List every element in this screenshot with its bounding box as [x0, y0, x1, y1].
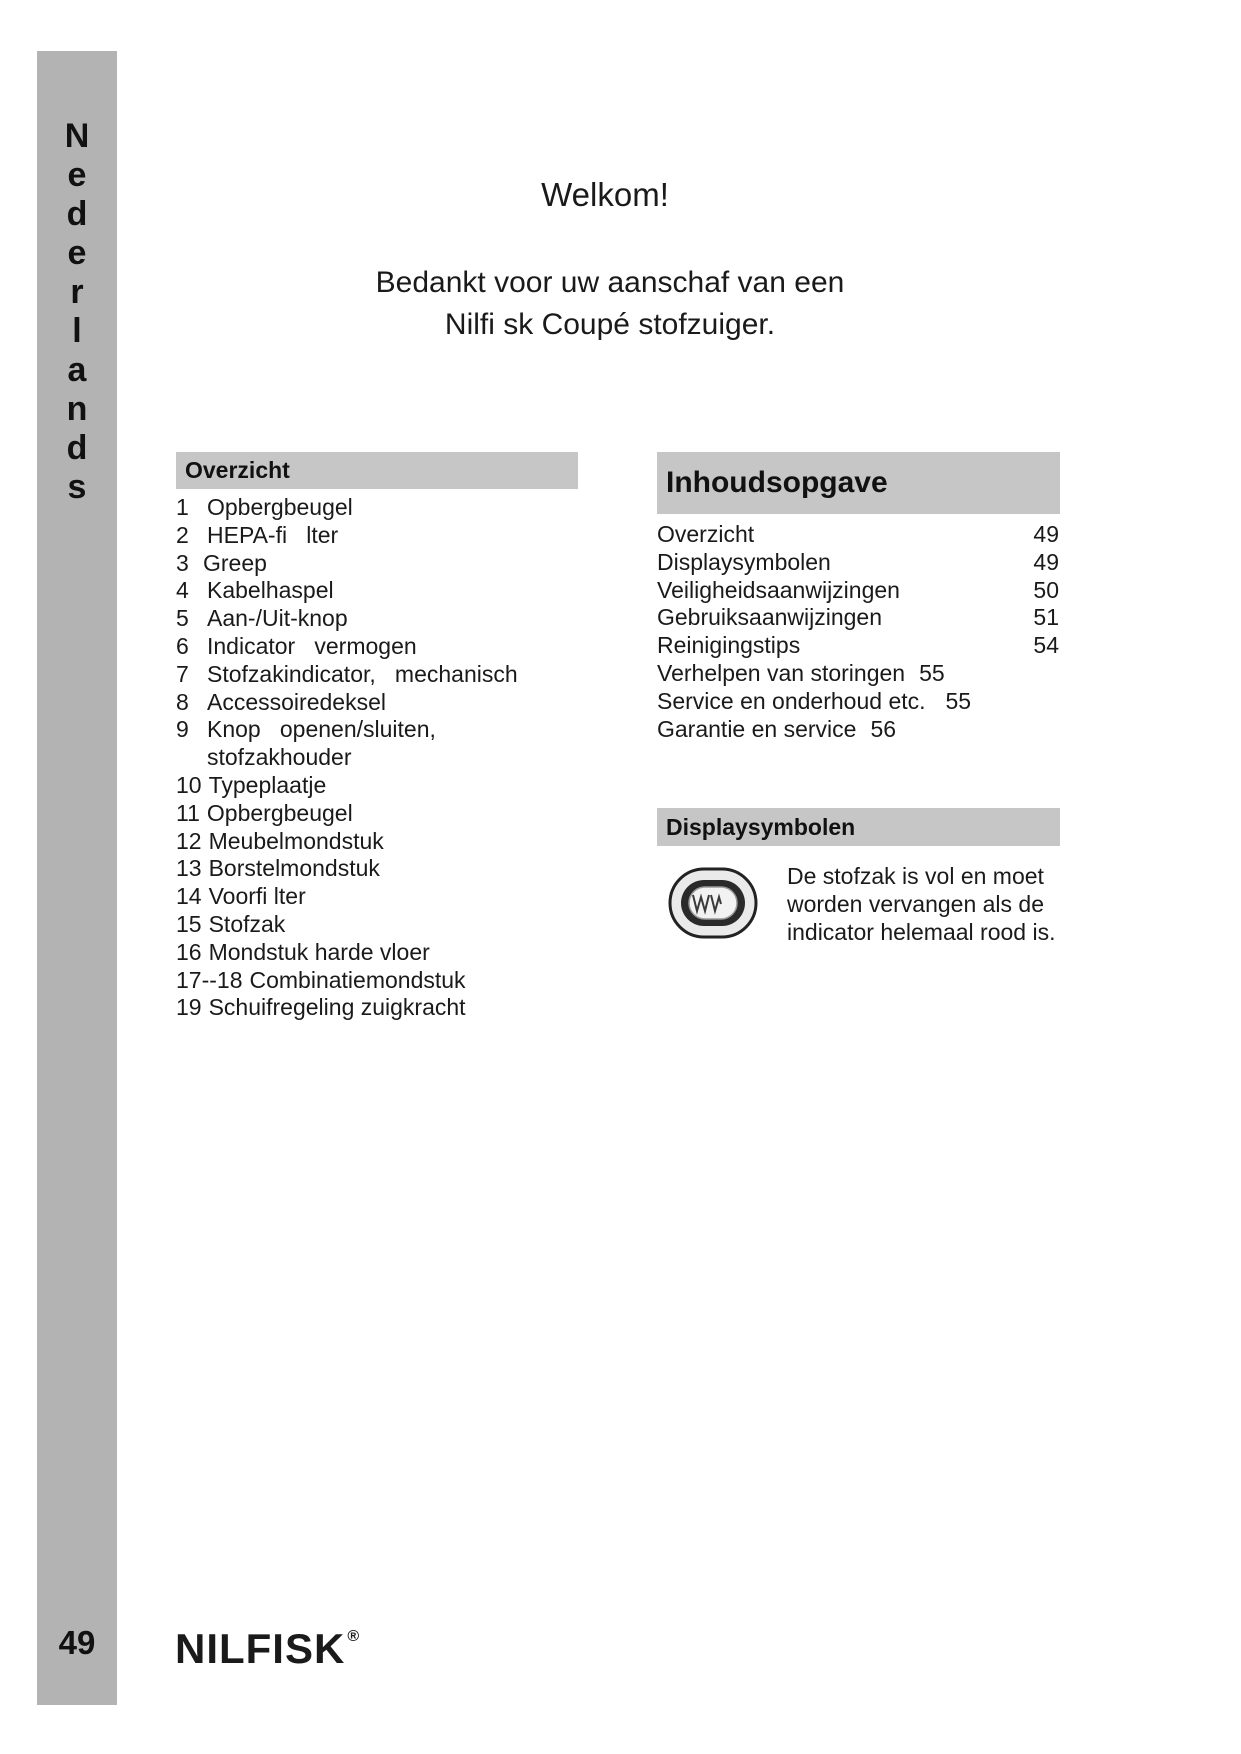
description-line: worden vervangen als de — [787, 891, 1044, 917]
item-number: 19 — [176, 994, 202, 1021]
item-label: Stofzak — [208, 910, 286, 937]
item-number: 2 — [176, 521, 189, 548]
list-item — [176, 605, 596, 633]
item-label: Meubelmondstuk — [208, 827, 384, 854]
item-label: Opbergbeugel — [206, 799, 353, 826]
display-symbols-heading: Displaysymbolen — [657, 808, 1060, 846]
item-number: 11 — [176, 799, 200, 826]
toc-entry — [657, 632, 1059, 660]
list-item — [176, 716, 596, 744]
bag-full-indicator-icon — [667, 866, 759, 940]
toc-page: 49 — [1033, 521, 1059, 547]
item-number: 3 — [176, 549, 189, 576]
item-label: Combinatiemondstuk — [249, 966, 466, 993]
table-of-contents — [657, 521, 1059, 743]
item-number: 16 — [176, 938, 202, 965]
nilfisk-logo — [175, 1625, 360, 1673]
item-number: 7 — [176, 660, 189, 687]
language-letter: l — [72, 312, 82, 350]
item-label: Accessoiredeksel — [207, 688, 386, 715]
item-number: 15 — [176, 910, 202, 937]
overview-list — [176, 494, 596, 1022]
item-number: 12 — [176, 827, 202, 854]
list-item — [176, 522, 596, 550]
item-number: 6 — [176, 632, 189, 659]
item-number: 9 — [176, 716, 189, 743]
item-label: Indicator vermogen — [207, 632, 417, 659]
toc-entry — [657, 660, 1059, 688]
item-label: Opbergbeugel — [207, 494, 353, 520]
item-label: Typeplaatje — [208, 771, 327, 798]
item-number: 10 — [176, 771, 202, 798]
list-item — [176, 577, 596, 605]
list-item — [176, 967, 596, 995]
language-letter: d — [66, 195, 88, 233]
list-item — [176, 689, 596, 717]
item-number: 8 — [176, 688, 189, 715]
item-label: Voorfi lter — [208, 883, 306, 910]
toc-page: 51 — [1033, 604, 1059, 631]
toc-page: 54 — [1033, 632, 1059, 659]
toc-page: 56 — [870, 715, 897, 742]
list-item — [176, 911, 596, 939]
toc-entry — [657, 521, 1059, 549]
list-item — [176, 744, 596, 772]
description-line: De stofzak is vol en moet — [787, 863, 1044, 889]
list-item — [176, 661, 596, 689]
toc-page: 55 — [919, 659, 945, 686]
list-item — [176, 883, 596, 911]
item-label: Mondstuk harde vloer — [208, 938, 430, 965]
language-letter: a — [67, 351, 87, 389]
list-item — [176, 772, 596, 800]
toc-label: Service en onderhoud etc. — [657, 687, 926, 714]
toc-label: Reinigingstips — [657, 632, 801, 659]
item-number: 4 — [176, 577, 189, 604]
item-number: 1 — [176, 494, 189, 520]
item-number: 13 — [176, 855, 202, 882]
language-sidebar — [37, 51, 117, 1705]
language-letter: e — [67, 234, 87, 272]
list-item — [176, 994, 596, 1022]
item-label: Borstelmondstuk — [208, 855, 380, 882]
language-label — [37, 117, 117, 507]
toc-page: 50 — [1033, 576, 1059, 603]
contents-heading: Inhoudsopgave — [657, 452, 1060, 514]
item-label: HEPA-fi lter — [207, 521, 339, 548]
list-item — [176, 800, 596, 828]
toc-entry — [657, 716, 1059, 744]
intro-text — [300, 262, 920, 346]
item-label: Schuifregeling zuigkracht — [208, 994, 466, 1021]
welcome-title: Welkom! — [541, 176, 669, 213]
brand-name: NILFISK — [175, 1625, 346, 1672]
list-item — [176, 633, 596, 661]
item-label: Stofzakindicator, mechanisch — [207, 660, 518, 687]
toc-entry — [657, 577, 1059, 605]
list-item — [176, 828, 596, 856]
item-number — [176, 744, 207, 772]
toc-label: Veiligheidsaanwijzingen — [657, 576, 900, 603]
toc-label: Displaysymbolen — [657, 548, 831, 575]
list-item — [176, 939, 596, 967]
toc-label: Gebruiksaanwijzingen — [657, 604, 883, 631]
language-letter: N — [64, 117, 90, 155]
toc-page: 49 — [1033, 548, 1059, 575]
language-letter: r — [70, 273, 84, 311]
item-label: Knop openen/sluiten, — [207, 716, 436, 743]
item-number: 17--18 — [176, 966, 243, 993]
list-item — [176, 855, 596, 883]
intro-line: Nilfi sk Coupé stofzuiger. — [444, 308, 776, 341]
toc-label: Overzicht — [657, 521, 755, 547]
language-letter: e — [67, 156, 87, 194]
display-symbol-description — [787, 862, 1077, 946]
page-number: 49 — [58, 1624, 96, 1661]
toc-page: 55 — [945, 687, 972, 714]
toc-label: Garantie en service — [657, 715, 857, 742]
toc-entry — [657, 604, 1059, 632]
overview-heading: Overzicht — [176, 452, 578, 489]
item-label: stofzakhouder — [207, 744, 352, 771]
item-label: Kabelhaspel — [207, 577, 334, 604]
item-label: Aan-/Uit-knop — [207, 605, 348, 632]
language-letter: n — [66, 390, 88, 428]
intro-line: Bedankt voor uw aanschaf van een — [375, 266, 845, 299]
list-item — [176, 494, 596, 522]
toc-label: Verhelpen van storingen — [657, 659, 906, 686]
language-letter: d — [66, 429, 88, 467]
item-number: 5 — [176, 605, 189, 632]
toc-entry — [657, 549, 1059, 577]
language-letter: s — [67, 468, 87, 506]
toc-entry — [657, 688, 1059, 716]
description-line: indicator helemaal rood is. — [787, 919, 1056, 945]
item-number: 14 — [176, 883, 202, 910]
item-label: Greep — [203, 549, 267, 576]
list-item — [176, 550, 596, 578]
trademark-symbol: ® — [347, 1628, 361, 1645]
